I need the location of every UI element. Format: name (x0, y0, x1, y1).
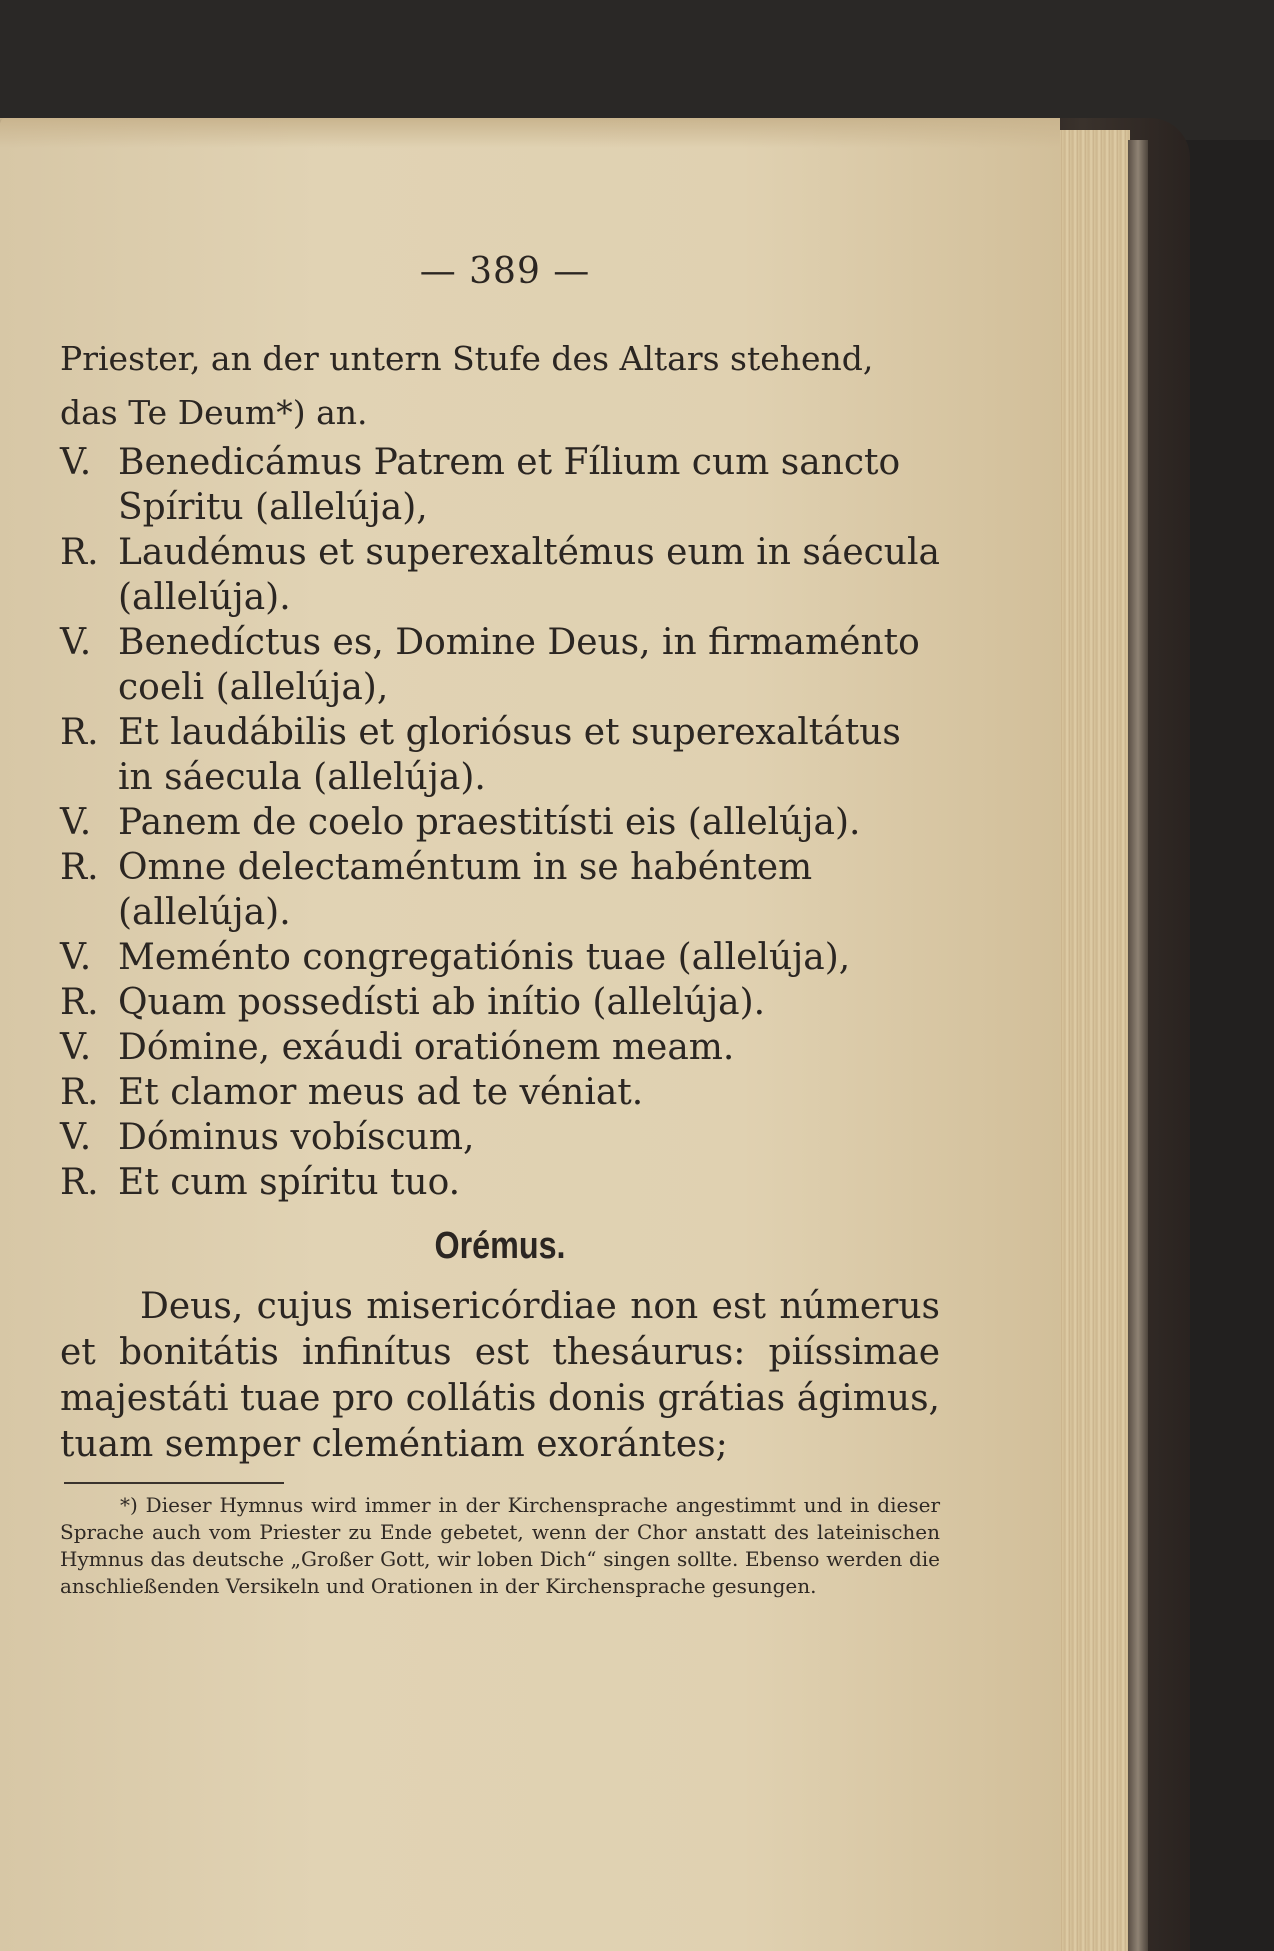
versicle-item (60, 1160, 940, 1205)
versicle-text: Dómine, exáudi oratiónem meam. (118, 1027, 735, 1068)
versicle-marker: R. (60, 1072, 99, 1113)
versicle-item (60, 935, 940, 980)
versicle-marker: V. (60, 442, 92, 483)
versicle-marker: R. (60, 982, 99, 1023)
versicle-text: Laudémus et superexaltémus eum in sáecula (allelúja). (118, 532, 940, 618)
versicle-text: Omne delectaméntum in se habéntem (allelúja). (118, 847, 813, 933)
footnote-divider (64, 1482, 284, 1484)
versicle-item (60, 440, 940, 530)
intro-rubric: Priester, an der untern Stufe des Altars stehend, das Te Deum*) an. (60, 339, 874, 432)
section-heading: Orémus. (434, 1225, 566, 1267)
versicle-marker: V. (60, 937, 92, 978)
versicle-item (60, 620, 940, 710)
versicle-marker: V. (60, 1027, 92, 1068)
versicle-text: Benedicámus Patrem et Fílium cum sancto Spíritu (allelúja), (118, 442, 901, 528)
versicle-text: Benedíctus es, Domine Deus, in firmaménto coeli (allelúja), (118, 622, 920, 708)
versicle-item (60, 530, 940, 620)
versicle-text: Panem de coelo praestitísti eis (allelúja). (118, 802, 861, 843)
book-page (0, 118, 1060, 1951)
versicle-text: Et cum spíritu tuo. (118, 1162, 461, 1203)
versicle-marker: R. (60, 532, 99, 573)
versicle-item (60, 710, 940, 800)
prayer-text: Deus, cujus misericórdiae non est númerus et bonitátis infinítus est thesáurus: piíssimae majestáti tuae pro collátis donis grátias ágimus, tuam semper cleméntiam exorántes; (60, 1286, 940, 1465)
versicle-text: Et laudábilis et gloriósus et superexaltátus in sáecula (allelúja). (118, 712, 901, 798)
page-number: — 389 — (419, 251, 591, 292)
versicle-marker: R. (60, 847, 99, 888)
versicle-item (60, 1115, 940, 1160)
versicle-item (60, 1070, 940, 1115)
versicle-item (60, 1025, 940, 1070)
versicle-marker: V. (60, 802, 92, 843)
versicle-marker: R. (60, 1162, 99, 1203)
page-content (60, 251, 940, 1600)
versicle-marker: R. (60, 712, 99, 753)
versicle-text: Meménto congregatiónis tuae (allelúja), (118, 937, 851, 978)
versicle-text: Quam possedísti ab inítio (allelúja). (118, 982, 766, 1023)
versicle-item (60, 845, 940, 935)
versicle-marker: V. (60, 1117, 92, 1158)
footnote: *) Dieser Hymnus wird immer in der Kirchensprache angestimmt und in dieser Sprache auch vom Priester zu Ende gebetet, wenn der Chor anstatt des lateinischen Hymnus das deutsche „Großer Gott, wir loben Dich“ singen sollte. Ebenso werden die anschließenden Versikeln und Orationen in der Kirchensprache gesungen. (60, 1493, 940, 1598)
versicle-item (60, 980, 940, 1025)
versicle-item (60, 800, 940, 845)
versicle-marker: V. (60, 622, 92, 663)
versicle-list (60, 440, 940, 1205)
versicle-text: Dóminus vobíscum, (118, 1117, 475, 1158)
versicle-text: Et clamor meus ad te véniat. (118, 1072, 644, 1113)
cover-edge (1128, 140, 1148, 1951)
